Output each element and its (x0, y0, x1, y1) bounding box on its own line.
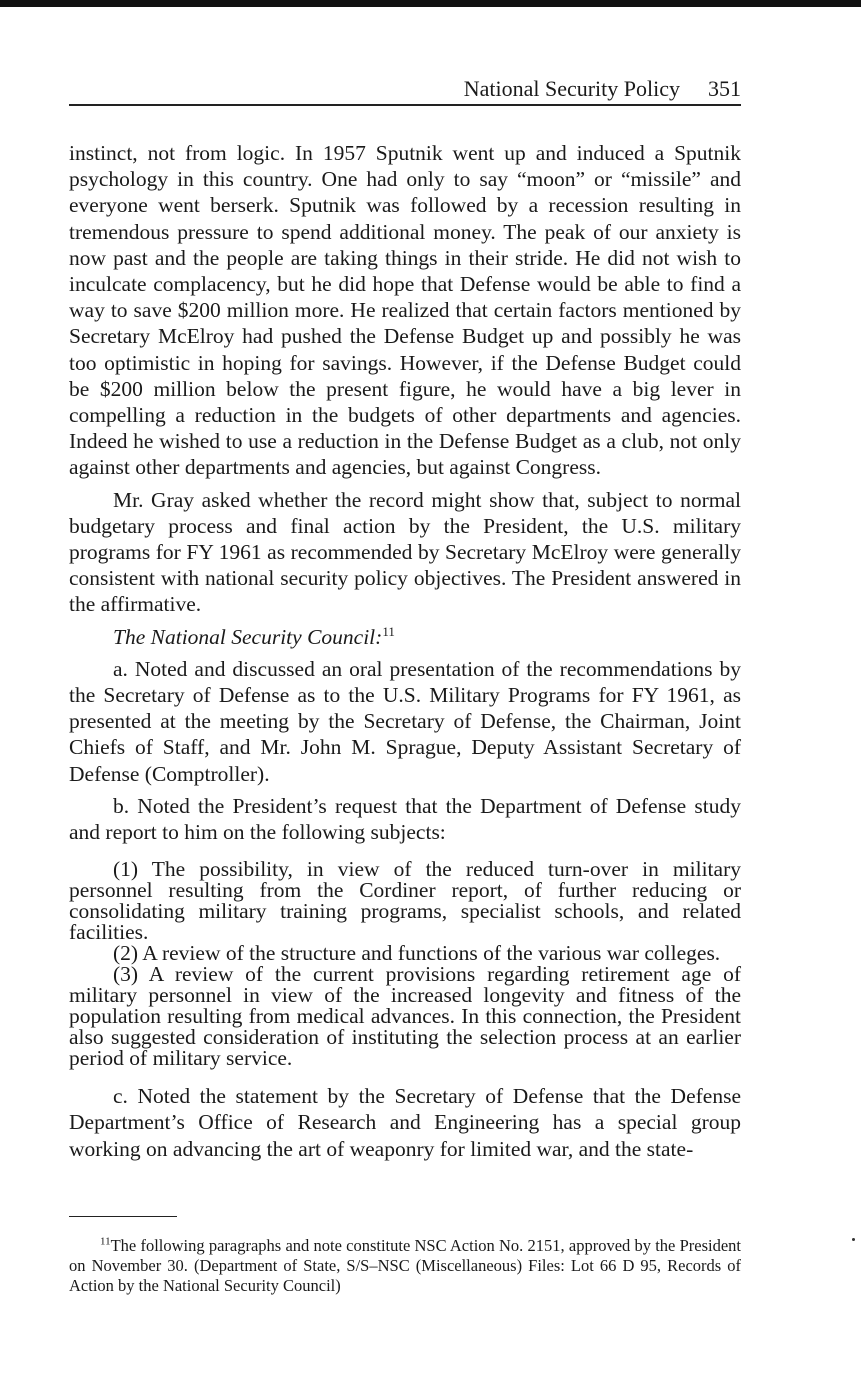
running-header (69, 74, 741, 106)
footnote (69, 1236, 741, 1296)
main-text (69, 140, 741, 1162)
page-number: 351 (708, 76, 741, 101)
speck (852, 1238, 855, 1241)
item-a: a. Noted and discussed an oral presentation of the recommendations by the Secretary of Defense as to the U.S. Military Programs for FY 1961, as presented at the meeting by the Secretary of Defense, the Chairman, Joint Chiefs of Staff, and Mr. John M. Sprague, Deputy Assistant Secretary of Defense (Comptroller). (69, 656, 741, 786)
paragraph-gray: Mr. Gray asked whether the record might show that, subject to normal budgetary process and final action by the President, the U.S. military programs for FY 1961 as recommended by Secretary McElroy were generally consistent with national security policy objectives. The President answered in the affirmative. (69, 487, 741, 617)
subject-3: (3) A review of the current provisions regarding retirement age of military personnel in view of the increased longevity and fitness of the population resulting from medical advances. In this connection, the President also suggested consideration of instituting the selection process at an earlier period of military service. (69, 962, 741, 1071)
page-top-border (0, 0, 861, 7)
subject-2: (2) A review of the structure and functions of the various war colleges. (113, 941, 721, 966)
item-b-subjects (69, 859, 741, 1069)
paragraph-continuation: instinct, not from logic. In 1957 Sputnik went up and induced a Sputnik psychology in this country. One had only to say “moon” or “missile” and everyone went berserk. Sputnik was followed by a recession resulting in tremendous pressure to spend additional money. The peak of our anxiety is now past and the people are taking things in their stride. He did not wish to inculcate complacency, but he did hope that Defense would be able to find a way to save $200 million more. He realized that certain factors mentioned by Secretary McElroy had pushed the Defense Budget up and possibly he was too optimistic in hoping for savings. However, if the Defense Budget could be $200 million below the present figure, he would have a big lever in compelling a reduction in the budgets of other departments and agencies. Indeed he wished to use a reduction in the Defense Budget as a club, not only against other departments and agencies, but against Congress. (69, 141, 741, 480)
footnote-marker: 11 (100, 1235, 111, 1248)
subject-1: (1) The possibility, in view of the reduced turn-over in military personnel resulting from the Cordiner report, of further reducing or consolidating military training programs, specialist schools, and related facilities. (69, 857, 741, 945)
running-title: National Security Policy (463, 76, 680, 101)
footnote-rule (69, 1216, 177, 1217)
council-heading (69, 624, 741, 650)
item-b: b. Noted the President’s request that the Department of Defense study and report to him on the following subjects: (69, 793, 741, 845)
council-heading-text: The National Security Council: (113, 624, 383, 649)
footnote-text: The following paragraphs and note constitute NSC Action No. 2151, approved by the President on November 30. (Department of State, S/S–NSC (Miscellaneous) Files: Lot 66 D 95, Records of Action by the National Security Council) (69, 1236, 741, 1295)
footnote-ref: 11 (382, 623, 395, 639)
item-c: c. Noted the statement by the Secretary of Defense that the Defense Department’s Office of Research and Engineering has a special group working on advancing the art of weaponry for limited war, and the state- (69, 1084, 741, 1161)
